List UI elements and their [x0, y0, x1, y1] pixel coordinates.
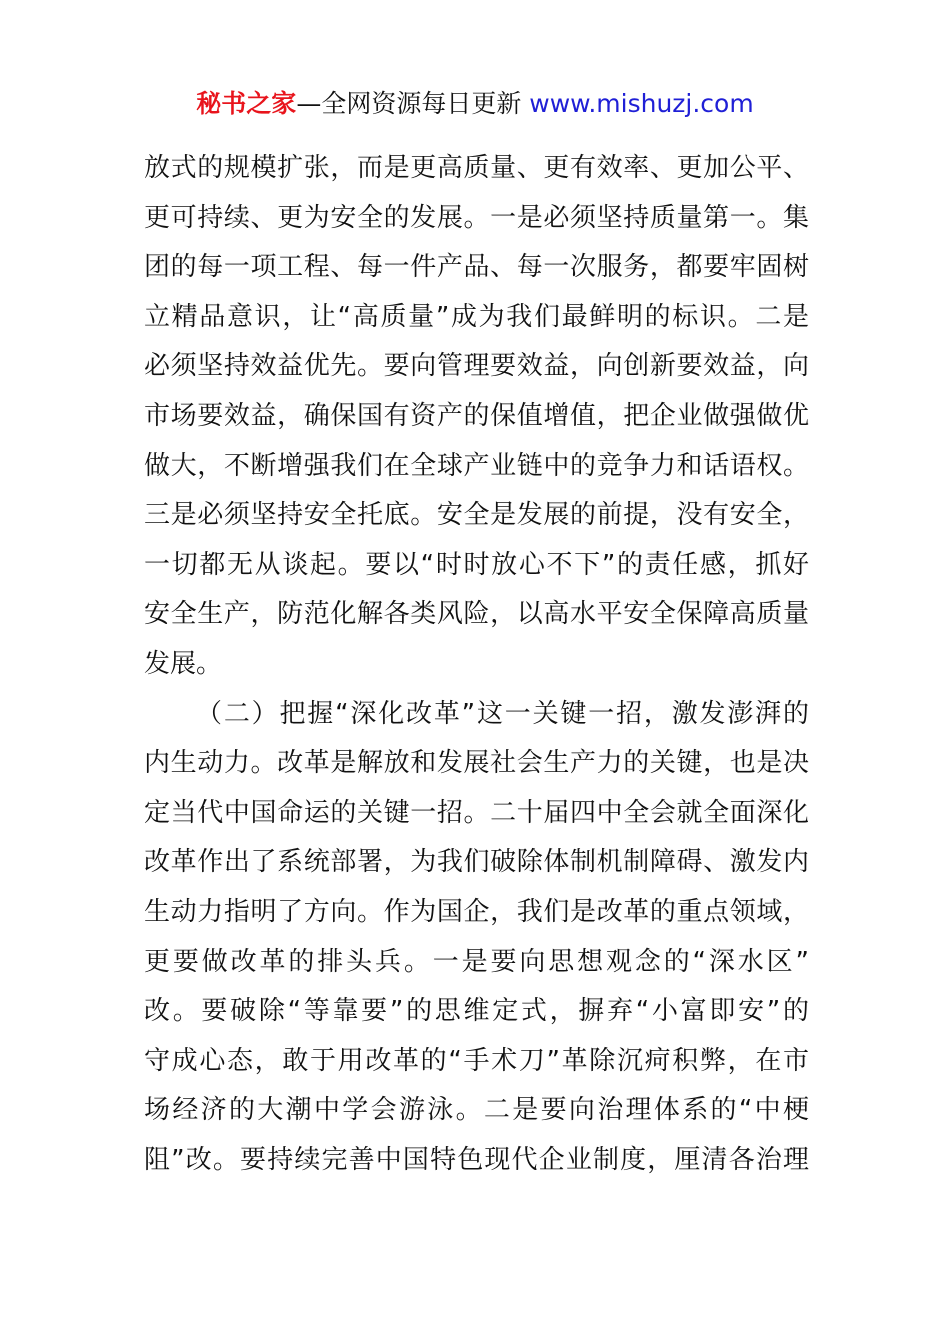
body-line: 场经济的大潮中学会游泳。二是要向治理体系的“中梗: [144, 1095, 809, 1126]
body-line: 立精品意识，让“高质量”成为我们最鲜明的标识。二是: [144, 301, 809, 332]
body-line: 安全生产，防范化解各类风险，以高水平安全保障高质量: [144, 599, 809, 630]
site-url-link[interactable]: www.mishuzj.com: [529, 89, 754, 118]
body-line: 必须坚持效益优先。要向管理要效益，向创新要效益，向: [144, 351, 809, 382]
header-tagline: —全网资源每日更新: [296, 89, 522, 118]
body-line: 内生动力。改革是解放和发展社会生产力的关键，也是决: [144, 748, 809, 779]
body-line: 改。要破除“等靠要”的思维定式，摒弃“小富即安”的: [144, 996, 809, 1027]
body-line: 定当代中国命运的关键一招。二十届四中全会就全面深化: [144, 797, 809, 828]
document-header: [0, 86, 950, 122]
body-line: 团的每一项工程、每一件产品、每一次服务，都要牢固树: [144, 252, 809, 283]
body-line: 市场要效益，确保国有资产的保值增值，把企业做强做优: [144, 400, 809, 431]
body-line: 做大，不断增强我们在全球产业链中的竞争力和话语权。: [144, 450, 809, 481]
brand-name: 秘书之家: [196, 89, 297, 118]
body-line: 三是必须坚持安全托底。安全是发展的前提，没有安全，: [144, 500, 809, 531]
section-heading-line: （二）把握“深化改革”这一关键一招，激发澎湃的: [196, 698, 809, 729]
body-line: 阻”改。要持续完善中国特色现代企业制度，厘清各治理: [144, 1144, 809, 1175]
body-line: 改革作出了系统部署，为我们破除体制机制障碍、激发内: [144, 847, 809, 878]
document-body: [144, 144, 809, 1185]
body-line: 生动力指明了方向。作为国企，我们是改革的重点领域，: [144, 896, 809, 927]
body-line: 发展。: [144, 648, 223, 679]
body-line: 更要做改革的排头兵。一是要向思想观念的“深水区”: [144, 946, 809, 977]
body-line: 守成心态，敢于用改革的“手术刀”革除沉疴积弊，在市: [144, 1045, 809, 1076]
body-line: 更可持续、更为安全的发展。一是必须坚持质量第一。集: [144, 202, 809, 233]
body-line: 一切都无从谈起。要以“时时放心不下”的责任感，抓好: [144, 549, 809, 580]
body-line: 放式的规模扩张，而是更高质量、更有效率、更加公平、: [144, 153, 809, 183]
